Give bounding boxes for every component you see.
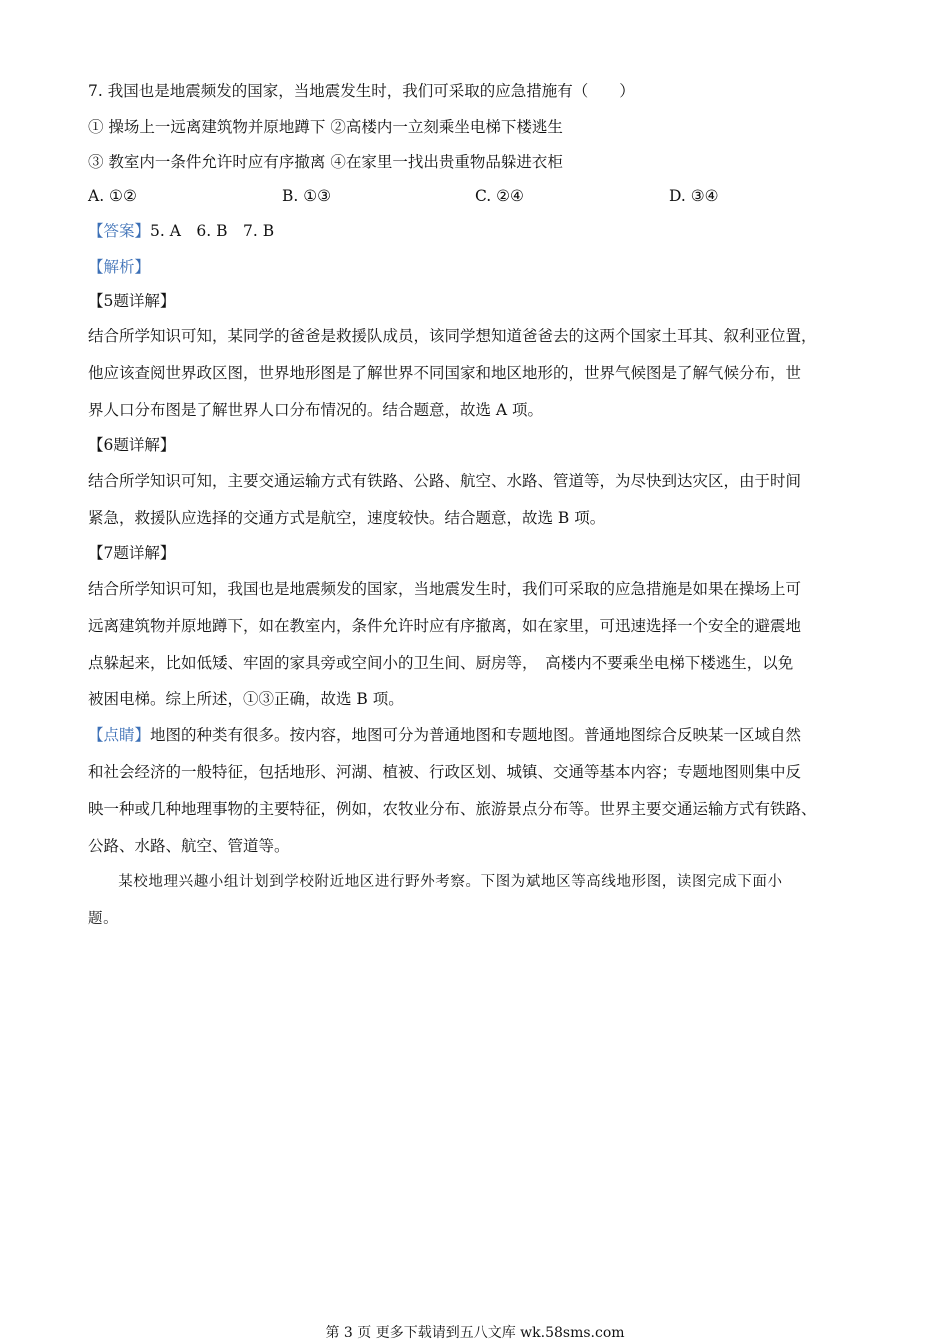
option-c: C. ②④ bbox=[475, 187, 524, 205]
q5-line-2: 他应该查阅世界政区图，世界地形图是了解世界不同国家和地区地形的，世界气候图是了解气候分布，世 bbox=[88, 364, 802, 382]
question-7-choices-line-1: ① 操场上一远离建筑物并原地蹲下 ②高楼内一立刻乘坐电梯下楼逃生 bbox=[88, 118, 563, 136]
option-a: A. ①② bbox=[88, 187, 137, 205]
q7-line-2: 远离建筑物并原地蹲下，如在教室内，条件允许时应有序撤离，如在家里，可迅速选择一个安全的避震地 bbox=[88, 617, 802, 635]
tip-tag: 【点睛】 bbox=[88, 726, 151, 744]
analysis-tag: 【解析】 bbox=[88, 258, 151, 276]
q6-line-2: 紧急，救援队应选择的交通方式是航空，速度较快。结合题意，故选 B 项。 bbox=[88, 509, 606, 527]
answer-tag: 【答案】 bbox=[88, 222, 151, 240]
q6-header: 【6题详解】 bbox=[88, 436, 176, 454]
next-intro-line-2: 题。 bbox=[88, 911, 119, 927]
next-intro-line-1: 某校地理兴趣小组计划到学校附近地区进行野外考察。下图为斌地区等高线地形图，读图完成下面小 bbox=[88, 874, 783, 890]
answer-line bbox=[88, 220, 878, 242]
q5-header: 【5题详解】 bbox=[88, 292, 176, 310]
q7-line-3: 点躲起来，比如低矮、牢固的家具旁或空间小的卫生间、厨房等， 高楼内不要乘坐电梯下楼逃生，以免 bbox=[88, 654, 794, 672]
option-d: D. ③④ bbox=[669, 187, 719, 205]
answer-text: 5. A 6. B 7. B bbox=[150, 222, 275, 240]
tip-line-1 bbox=[88, 724, 878, 746]
tip-first-text: 地图的种类有很多。按内容，地图可分为普通地图和专题地图。普通地图综合反映某一区域自然 bbox=[150, 726, 802, 744]
tip-line-3: 映一种或几种地理事物的主要特征，例如，农牧业分布、旅游景点分布等。世界主要交通运输方式有铁路、 bbox=[88, 800, 817, 818]
q7-line-1: 结合所学知识可知，我国也是地震频发的国家，当地震发生时，我们可采取的应急措施是如果在操场上可 bbox=[88, 580, 802, 598]
tip-line-4: 公路、水路、航空、管道等。 bbox=[88, 837, 290, 855]
q5-line-1: 结合所学知识可知，某同学的爸爸是救援队成员，该同学想知道爸爸去的这两个国家土耳其、叙利亚位置， bbox=[88, 327, 817, 345]
analysis-tag-line bbox=[88, 256, 878, 278]
page-footer: 第 3 页 更多下载请到五八文库 wk.58sms.com bbox=[325, 1325, 625, 1341]
q6-line-1: 结合所学知识可知，主要交通运输方式有铁路、公路、航空、水路、管道等，为尽快到达灾区，由于时间 bbox=[88, 472, 802, 490]
question-7-stem: 7. 我国也是地震频发的国家，当地震发生时，我们可采取的应急措施有（ ） bbox=[88, 82, 635, 100]
question-7-choices-line-2: ③ 教室内一条件允许时应有序撤离 ④在家里一找出贵重物品躲进衣柜 bbox=[88, 153, 563, 171]
option-b: B. ①③ bbox=[282, 187, 332, 205]
q5-line-3: 界人口分布图是了解世界人口分布情况的。结合题意，故选 A 项。 bbox=[88, 401, 544, 419]
tip-line-2: 和社会经济的一般特征，包括地形、河湖、植被、行政区划、城镇、交通等基本内容；专题地图则集中反 bbox=[88, 763, 802, 781]
q7-header: 【7题详解】 bbox=[88, 544, 176, 562]
q7-line-4: 被困电梯。综上所述，①③正确，故选 B 项。 bbox=[88, 690, 404, 708]
